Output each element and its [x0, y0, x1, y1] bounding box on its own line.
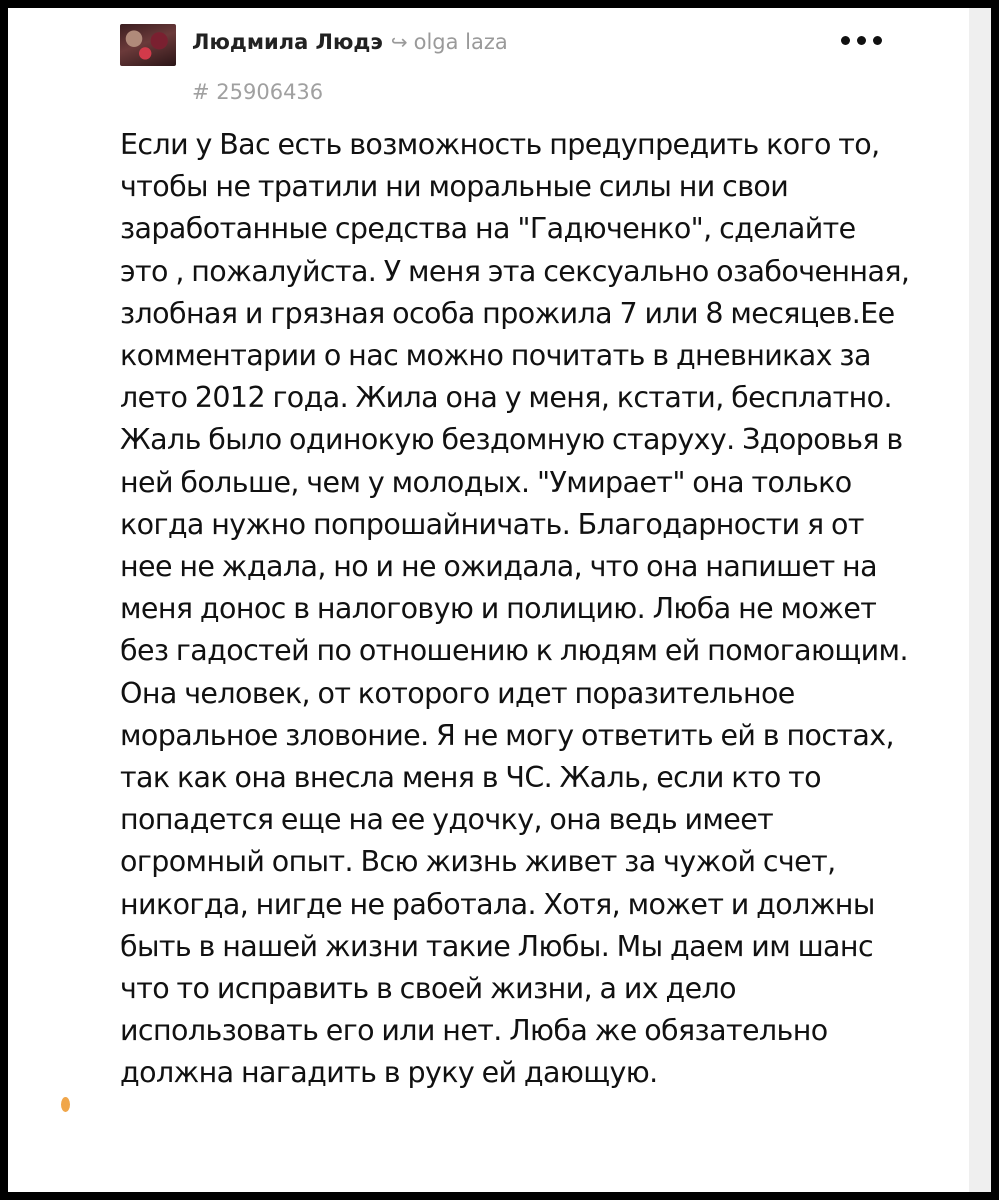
avatar[interactable]: [120, 24, 176, 66]
post-id[interactable]: # 25906436: [192, 80, 324, 104]
reply-target[interactable]: olga laza: [413, 30, 508, 54]
post-header: [120, 22, 951, 112]
unread-marker: [61, 1097, 70, 1112]
author-name[interactable]: Людмила Людэ: [192, 30, 383, 54]
post-card: [8, 8, 991, 1192]
menu-dot: [841, 36, 850, 45]
menu-dot: [873, 36, 882, 45]
menu-dot: [857, 36, 866, 45]
reply-arrow-icon: ↪: [390, 30, 408, 54]
author-line: [192, 30, 508, 54]
post-text: Если у Вас есть возможность предупредить кого то, чтобы не тратили ни моральные силы ни свои заработанные средства на "Гадюченко", сделайте это , пожалуйста. У меня эта сексуально озабоченная, злобная и грязная особа прожила 7 или 8 месяцев.Ее комментарии о нас можно почитать в дневниках за лето 2012 года. Жила она у меня, кстати, бесплатно. Жаль было одинокую бездомную старуху. Здоровья в ней больше, чем у молодых. "Умирает" она только когда нужно попрошайничать. Благодарности я от нее не ждала, но и не ожидала, что она напишет на меня донос в налоговую и полицию. Люба не может без гадостей по отношению к людям ей помогающим. Она человек, от которого идет поразительное моральное зловоние. Я не могу ответить ей в постах, так как она внесла меня в ЧС. Жаль, если кто то попадется еще на ее удочку, она ведь имеет огромный опыт. Всю жизнь живет за чужой счет, никогда, нигде не работала. Хотя, может и должны быть в нашей жизни такие Любы. Мы даем им шанс что то исправить в своей жизни, а их дело использовать его или нет. Люба же обязательно должна нагадить в руку ей дающую.: [120, 128, 910, 1090]
more-dots-icon[interactable]: [841, 30, 891, 50]
post-body: [120, 124, 910, 1095]
scrollbar-track[interactable]: [969, 8, 991, 1192]
